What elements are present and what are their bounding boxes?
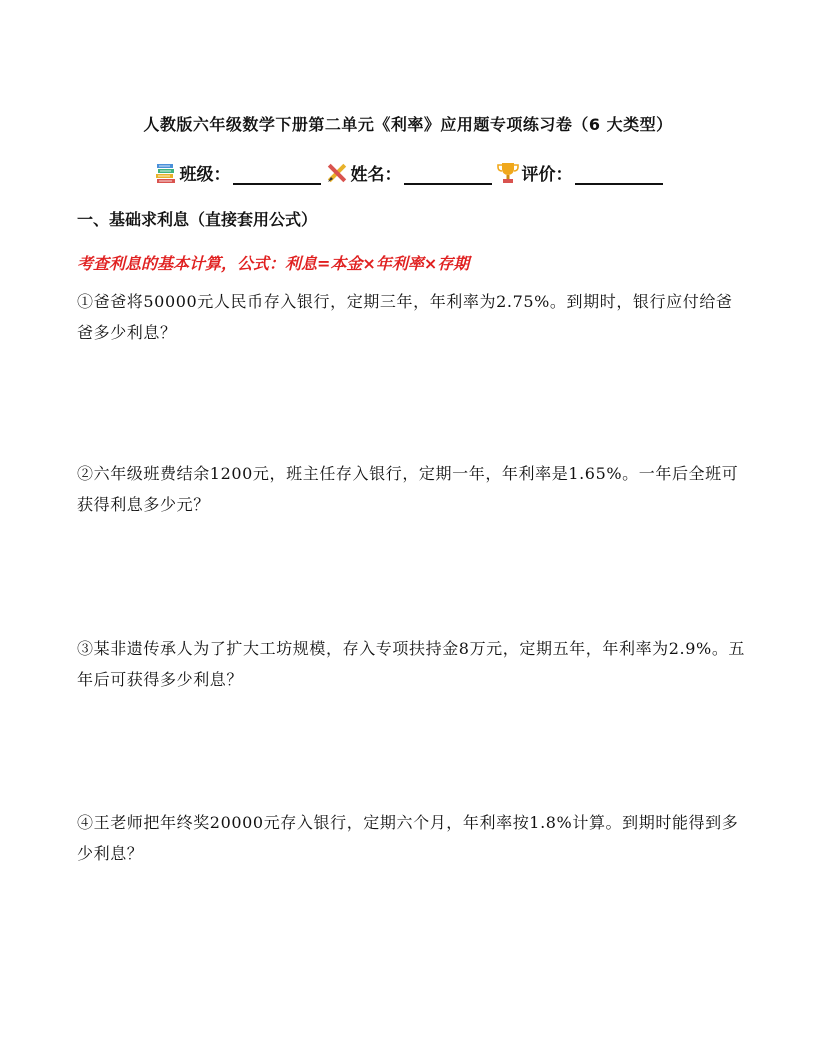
student-info-line: [0, 160, 816, 185]
pencil-ruler-icon: [325, 161, 349, 185]
score-label: 评价：: [521, 165, 573, 185]
name-field: [325, 160, 492, 185]
score-field: [496, 160, 663, 185]
name-blank[interactable]: [404, 165, 492, 185]
book-stack-icon: [154, 161, 178, 185]
question-4: ④王老师把年终奖20000元存入银行，定期六个月，年利率按1.8%计算。到期时能得到多少利息？: [77, 813, 739, 863]
question-2: ②六年级班费结余1200元，班主任存入银行，定期一年，年利率是1.65%。一年后全班可获得利息多少元？: [77, 464, 739, 514]
class-label: 班级：: [179, 165, 231, 185]
name-label: 姓名：: [350, 165, 402, 185]
trophy-icon: [496, 161, 520, 185]
question-3: ③某非遗传承人为了扩大工坊规模，存入专项扶持金8万元，定期五年，年利率为2.9%。五年后可获得多少利息？: [77, 639, 746, 689]
class-blank[interactable]: [233, 165, 321, 185]
class-field: [154, 160, 321, 185]
page-title: 人教版六年级数学下册第二单元《利率》应用题专项练习卷（6 大类型）: [143, 115, 673, 134]
score-blank[interactable]: [575, 165, 663, 185]
question-1: ①爸爸将50000元人民币存入银行，定期三年，年利率为2.75%。到期时，银行应付给爸爸多少利息？: [77, 292, 733, 342]
section-title: 一、基础求利息（直接套用公式）: [77, 210, 318, 229]
formula-hint: 考查利息的基本计算，公式：利息=本金×年利率×存期: [77, 254, 470, 273]
